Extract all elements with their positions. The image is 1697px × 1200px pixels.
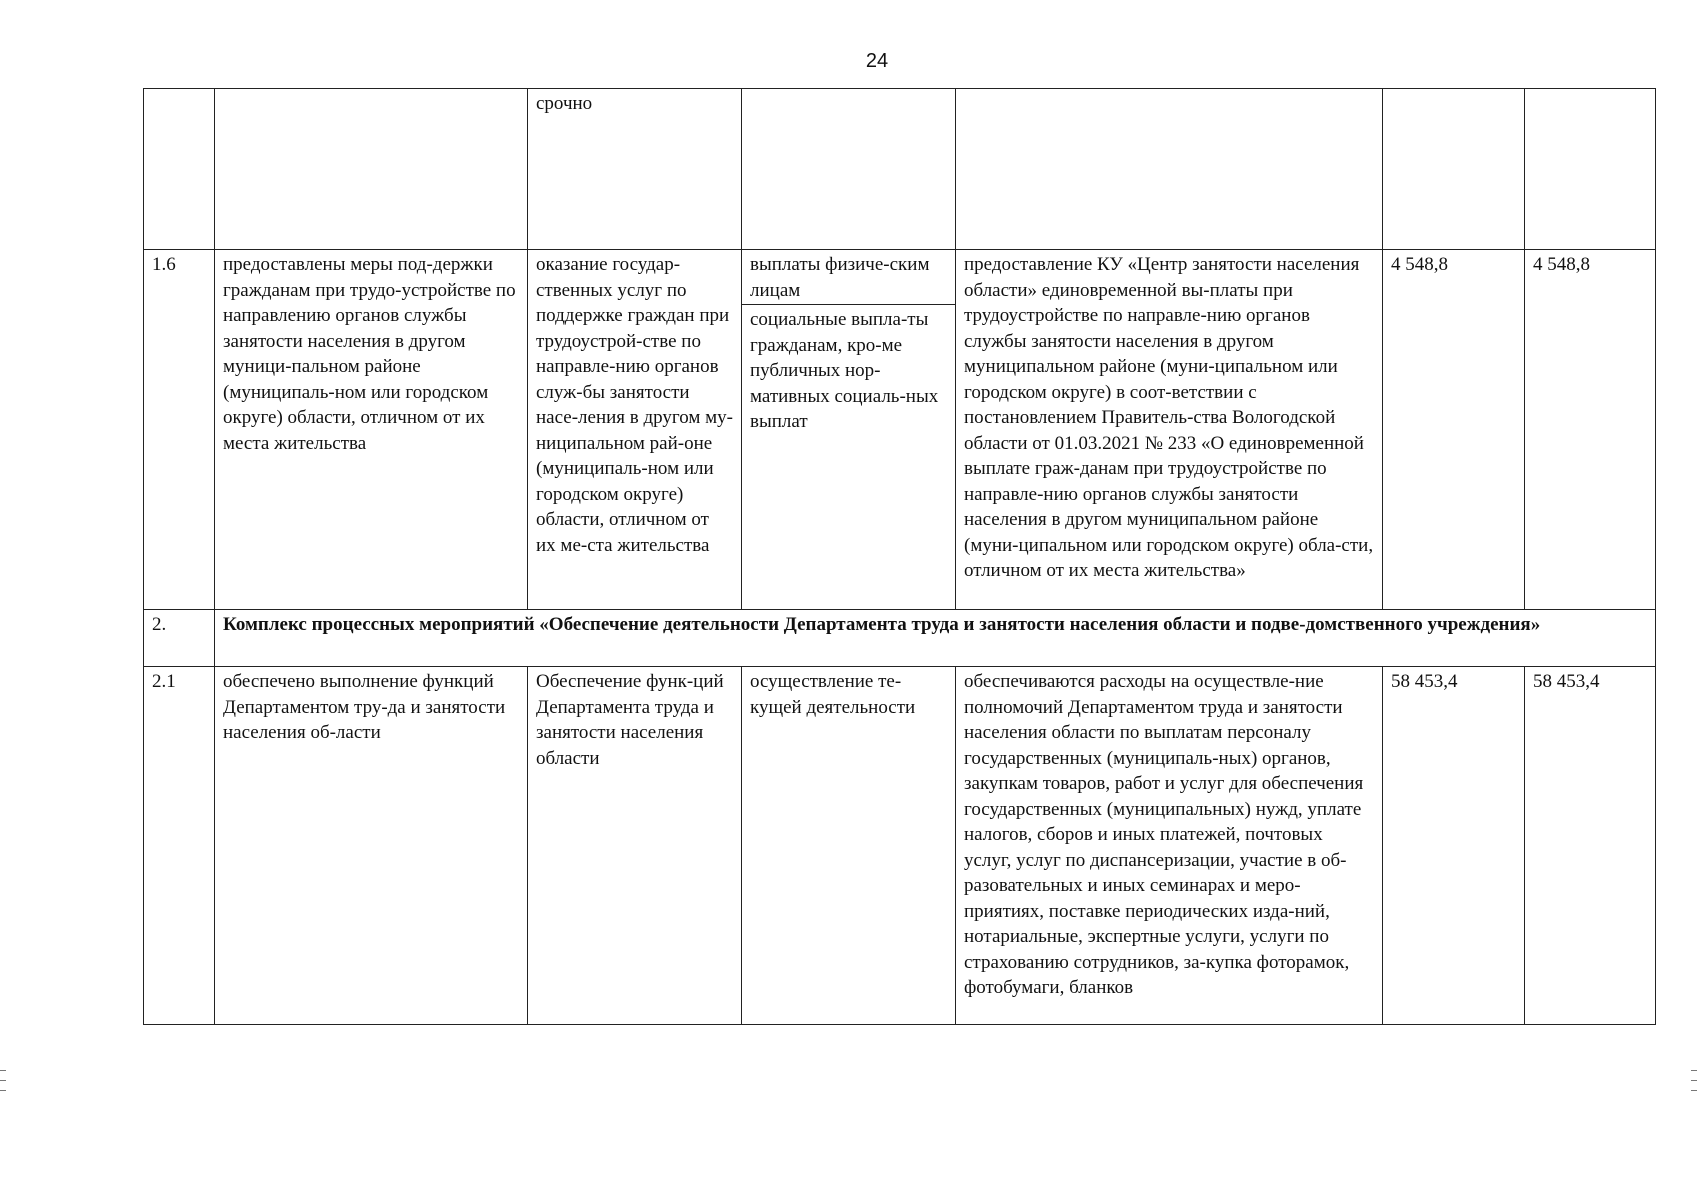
margin-mark-left bbox=[0, 1090, 6, 1091]
cell-number: 2.1 bbox=[144, 667, 215, 1025]
cell-description bbox=[956, 89, 1383, 250]
cell-type-main: выплаты физиче-ским лицам bbox=[742, 250, 955, 305]
cell-number bbox=[144, 89, 215, 250]
section-title: Комплекс процессных мероприятий «Обеспечение деятельности Департамента труда и занятости населения области и подве-домственного учреждения» bbox=[215, 610, 1656, 667]
cell-type: осуществление те-кущей деятельности bbox=[742, 667, 956, 1025]
cell-measure: срочно bbox=[528, 89, 742, 250]
cell-value-2: 58 453,4 bbox=[1525, 667, 1656, 1025]
table-row-1-6 bbox=[144, 250, 1656, 610]
cell-result: предоставлены меры под-держки гражданам при трудо-устройстве по направлению органов службы занятости населения в другом муници-пальном районе (муниципаль-ном или городском округе) области, отличном от их места жительства bbox=[215, 250, 528, 610]
margin-mark-right bbox=[1691, 1090, 1697, 1091]
table-row-2-1 bbox=[144, 667, 1656, 1025]
cell-value-2: 4 548,8 bbox=[1525, 250, 1656, 610]
margin-mark-left bbox=[0, 1070, 6, 1071]
cell-description: обеспечиваются расходы на осуществле-ние полномочий Департаментом труда и занятости населения области по выплатам персоналу государственных (муниципаль-ных) органов, закупкам товаров, работ и услуг для обеспечения государственных (муниципальных) нужд, уплате налогов, сборов и иных платежей, почтовых услуг, услуг по диспансеризации, участие в об-разовательных и иных семинарах и меро-приятиях, поставке периодических изда-ний, нотариальные, экспертные услуги, услуги по страхованию сотрудников, за-купка фоторамок, фотобумаги, бланков bbox=[956, 667, 1383, 1025]
cell-value-2 bbox=[1525, 89, 1656, 250]
cell-type bbox=[742, 89, 956, 250]
table-row-section-2 bbox=[144, 610, 1656, 667]
cell-measure: Обеспечение функ-ций Департамента труда и занятости населения области bbox=[528, 667, 742, 1025]
cell-type bbox=[742, 250, 956, 610]
cell-result bbox=[215, 89, 528, 250]
cell-description: предоставление КУ «Центр занятости населения области» единовременной вы-платы при трудоустройстве по направле-нию органов службы занятости населения в другом муниципальном районе (муни-ципальном или городском округе) в соот-ветствии с постановлением Правитель-ства Вологодской области от 01.03.2021 № 233 «О единовременной выплате граж-данам при трудоустройстве по направле-нию органов службы занятости населения в другом муниципальном районе (муни-ципальном или городском округе) обла-сти, отличном от их места жительства» bbox=[956, 250, 1383, 610]
cell-value-1: 58 453,4 bbox=[1383, 667, 1525, 1025]
cell-result: обеспечено выполнение функций Департаментом тру-да и занятости населения об-ласти bbox=[215, 667, 528, 1025]
cell-value-1 bbox=[1383, 89, 1525, 250]
margin-mark-right bbox=[1691, 1080, 1697, 1081]
margin-mark-right bbox=[1691, 1070, 1697, 1071]
cell-value-1: 4 548,8 bbox=[1383, 250, 1525, 610]
page-number: 24 bbox=[865, 50, 889, 72]
cell-type-sub: социальные выпла-ты гражданам, кро-ме публичных нор-мативных социаль-ных выплат bbox=[750, 309, 939, 432]
measures-table bbox=[143, 88, 1656, 1025]
cell-measure: оказание государ-ственных услуг по поддержке граждан при трудоустрой-стве по направле-нию органов служ-бы занятости насе-ления в другом му-ниципальном рай-оне (муниципаль-ном или городском округе) области, отличном от их ме-ста жительства bbox=[528, 250, 742, 610]
cell-number: 2. bbox=[144, 610, 215, 667]
cell-number: 1.6 bbox=[144, 250, 215, 610]
table-row-continuation bbox=[144, 89, 1656, 250]
margin-mark-left bbox=[0, 1080, 6, 1081]
